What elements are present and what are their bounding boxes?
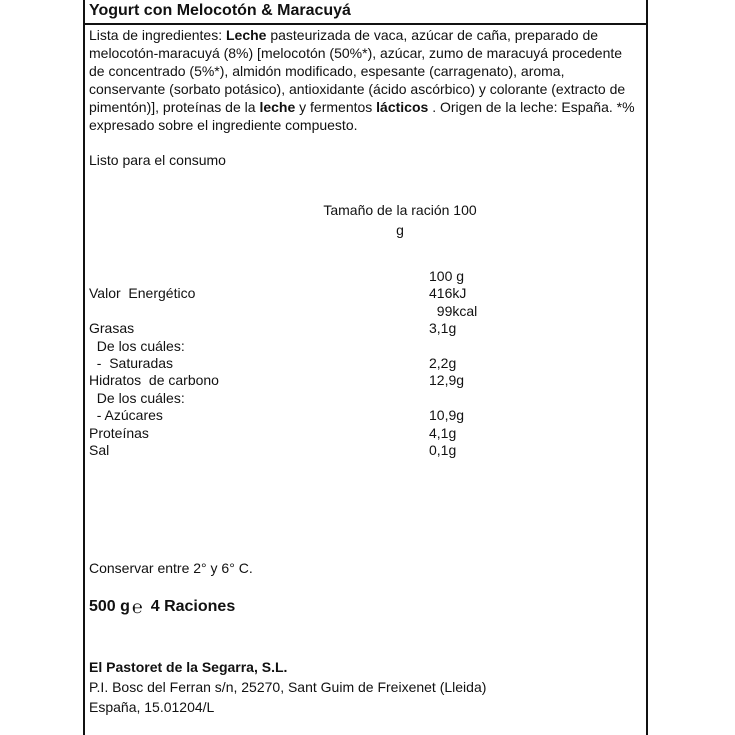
nutrient-label: Grasas [89, 320, 135, 337]
nutrient-label: Proteínas [89, 424, 149, 441]
serving-size-line1: Tamaño de la ración 100 [323, 202, 477, 218]
nutrition-per-100g-header: 100 g [429, 268, 465, 284]
nutrition-row [89, 442, 549, 459]
nutrition-header-row [89, 268, 549, 285]
ready-to-eat-note: Listo para el consumo [89, 152, 226, 168]
title-row [83, 0, 648, 25]
ingredient-text-segment: pasteurizada de vaca, azúcar de caña, preparado de melocotón-maracuyá (8%) [melocotón (50%*), azúcar, zumo de maracuyá procedente de concentrado (5%*), almidón modificado, espesante (carragenato), aroma, conservante (sorbato potásico), antioxidante (ácido ascórbico) y colorante (extracto de pimentón)], proteínas de la [89, 27, 626, 115]
nutrient-value: 99kcal [429, 302, 478, 319]
company-info [89, 657, 486, 717]
nutrition-row [89, 425, 549, 442]
nutrient-label: - Saturadas [89, 354, 174, 371]
product-title: Yogurt con Melocotón & Maracuyá [89, 2, 351, 19]
serving-size-line2: g [396, 222, 404, 238]
nutrient-label: Valor Energético [89, 285, 196, 302]
nutrition-table [89, 268, 549, 459]
nutrient-label: - Azúcares [89, 407, 163, 424]
nutrient-value: 3,1g [429, 320, 457, 337]
nutrient-value: 2,2g [429, 354, 457, 371]
nutrition-row [89, 372, 549, 389]
ingredient-text-segment: Lista de ingredientes: [89, 27, 226, 43]
company-name: El Pastoret de la Segarra, S.L. [89, 659, 288, 675]
nutrient-value: 4,1g [429, 424, 457, 441]
ingredient-allergen: leche [259, 99, 296, 115]
portions: 4 Raciones [150, 598, 236, 615]
nutrition-row [89, 285, 549, 302]
nutrient-value: 416kJ [429, 285, 467, 302]
nutrient-label: De los cuáles: [89, 389, 185, 406]
estimated-sign-icon: ℮ [131, 597, 143, 617]
nutrition-row [89, 338, 549, 355]
nutrient-label: De los cuáles: [89, 337, 185, 354]
nutrient-label: Sal [89, 441, 110, 458]
nutrient-value: 10,9g [429, 407, 465, 424]
ingredient-allergen: lácticos [376, 99, 429, 115]
ingredient-text-segment: y fermentos [295, 99, 377, 115]
nutrition-row [89, 320, 549, 337]
company-registry: España, 15.01204/L [89, 699, 215, 715]
nutrient-value: 0,1g [429, 441, 457, 458]
company-address: P.I. Bosc del Ferran s/n, 25270, Sant Guim de Freixenet (Lleida) [89, 679, 487, 695]
storage-instructions: Conservar entre 2° y 6° C. [89, 560, 253, 576]
nutrition-row [89, 407, 549, 424]
nutrition-row [89, 355, 549, 372]
ingredient-allergen: Leche [225, 27, 267, 43]
net-weight: 500 g [89, 598, 130, 615]
nutrient-label: Hidratos de carbono [89, 372, 219, 389]
nutrient-value: 12,9g [429, 372, 465, 389]
serving-size [300, 200, 500, 240]
nutrition-row [89, 390, 549, 407]
net-weight-row [89, 598, 235, 616]
ingredient-text-segment: . Origen de la leche: España. *% expresado sobre el ingrediente compuesto. [89, 99, 635, 133]
nutrition-row [89, 303, 549, 320]
ingredients-text [89, 26, 641, 134]
